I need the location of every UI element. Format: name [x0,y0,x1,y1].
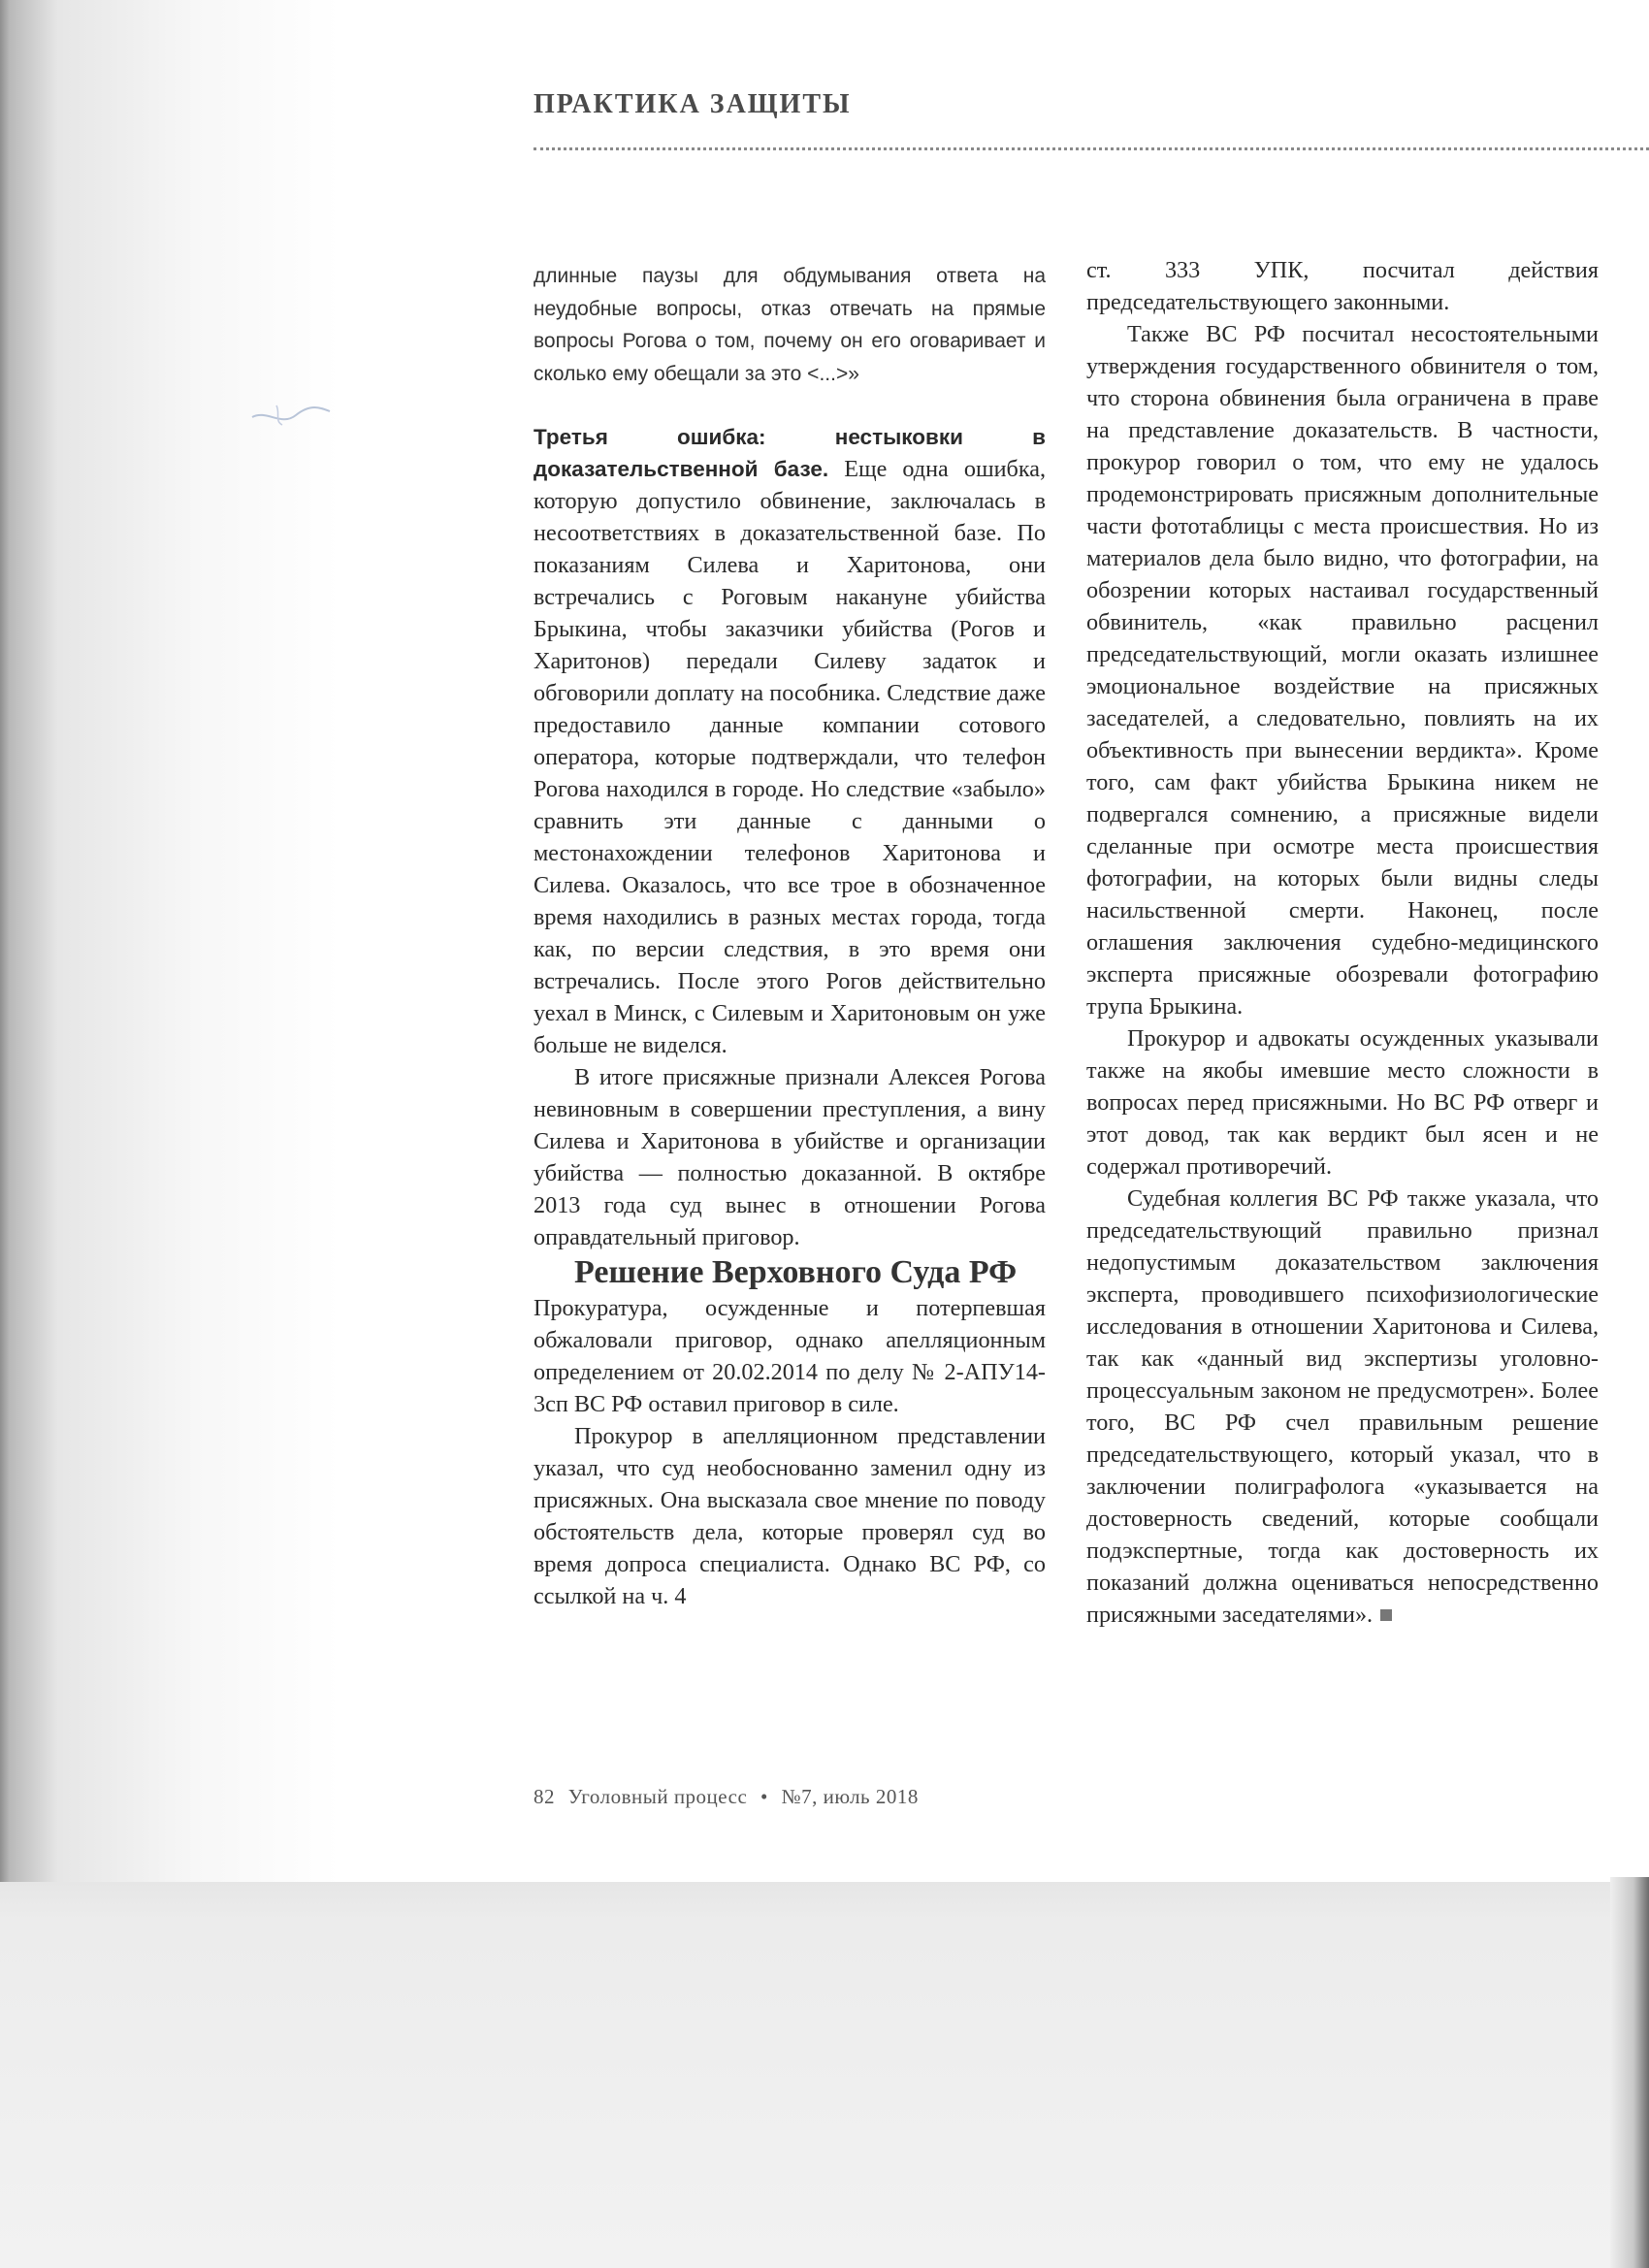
end-of-article-mark [1380,1609,1392,1621]
appeal-paragraph: Прокуратура, осужденные и потерпевшая обжаловали приговор, однако апелляционным определением от 20.02.2014 по делу № 2-АПУ14-3сп ВС РФ оставил приговор в силе. [534,1295,1046,1417]
page-footer [534,1785,926,1809]
pen-scribble-mark [247,388,335,437]
subheading: Решение Верховного Суда РФ [574,1254,1018,1290]
header-divider [534,147,1649,150]
paragraph-3-text: Судебная коллегия ВС РФ также указала, что председательствующий правильно признал недопустимым доказательством заключения эксперта, проводившего психофизиологические исследования в отношении Харитонова и Силева, так как «данный вид экспертизы уголовно-процессуальным законом не предусмотрен». Более того, ВС РФ счел правильным решение председательствующего, который указал, что в заключении полиграфолога «указывается на достоверность сведений, которые сообщали подэкспертные, тогда как достоверность их показаний должна оцениваться непосредственно присяжными заседателями». [1086,1185,1599,1628]
continuation-paragraph: ст. 333 УПК, посчитал действия председательствующего законными. [1086,257,1599,315]
paragraph-2: Прокурор и адвокаты осужденных указывали также на якобы имевшие место сложности в вопросах перед присяжными. Но ВС РФ отверг и этот довод, так как вердикт был ясен и не содержал противоречий. [1086,1025,1599,1180]
quote-continuation: длинные паузы для обдумывания ответа на неудобные вопросы, отказ отвечать на прямые вопросы Рогова о том, почему он его оговаривает и сколько ему обещали за это <...>» [534,265,1046,385]
scanner-edge-shadow [0,0,340,1882]
page-number: 82 [534,1785,555,1808]
paragraph-1: Также ВС РФ посчитал несостоятельными утверждения государственного обвинителя о том, что сторона обвинения была ограничена в праве на представление доказательств. В частности, прокурор говорил о том, что ему не удалось продемонстрировать присяжным дополнительные части фототаблицы с места происшествия. Но из материалов дела было видно, что фотографии, на обозрении которых настаивал государственный обвинитель, «как правильно расценил председательствующий, могли оказать излишнее эмоциональное воздействие на присяжных заседателей, а следовательно, повлиять на их объективность при вынесении вердикта». Кроме того, сам факт убийства Брыкина никем не подвергался сомнению, а присяжные видели сделанные при осмотре места происшествия фотографии, на которых были видны следы насильственной смерти. Наконец, после оглашения заключения судебно-медицинского эксперта присяжные обозревали фотографию трупа Брыкина. [1086,321,1599,1020]
scanner-bed-area [0,1882,1649,2268]
journal-name: Уголовный процесс [567,1785,748,1808]
error-lead: Третья ошибка: нестыковки в доказательственной базе. [534,425,1046,481]
error-paragraph [534,421,1046,1061]
right-column [1086,254,1599,1631]
prosecutor-paragraph: Прокурор в апелляционном представлении указал, что суд необоснованно заменил одну из присяжных. Она высказала свое мнение по поводу обстоятельств дела, которые проверял суд во время допроса специалиста. Однако ВС РФ, со ссылкой на ч. 4 [534,1423,1046,1609]
section-title: ПРАКТИКА ЗАЩИТЫ [534,89,852,119]
verdict-paragraph: В итоге присяжные признали Алексея Рогова невиновным в совершении преступления, а вину Силева и Харитонова в убийстве и организации убийства — полностью доказанной. В октябре 2013 года суд вынес в отношении Рогова оправдательный приговор. [534,1064,1046,1250]
paragraph-3 [1086,1183,1599,1631]
error-body: Еще одна ошибка, которую допустило обвинение, заключалась в несоответствиях в доказательственной базе. По показаниям Силева и Харитонова, они встречались с Роговым накануне убийства Брыкина, чтобы заказчики убийства (Рогов и Харитонов) передали Силеву задаток и обговорили доплату на пособника. Следствие даже предоставило данные компании сотового оператора, которые подтверждали, что телефон Рогова находился в городе. Но следствие «забыло» сравнить эти данные с данными о местонахождении телефонов Харитонова и Силева. Оказалось, что все трое в обозначенное время находились в разных местах города, тогда как, по версии следствия, в это время они встречались. После этого Рогов действительно уехал в Минск, с Силевым и Харитоновым он уже больше не виделся. [534,456,1047,1058]
footer-separator: • [760,1785,768,1808]
magazine-page [344,0,1649,1877]
issue-info: №7, июль 2018 [781,1785,919,1808]
left-column [534,260,1046,1612]
scanner-corner-shadow [1610,1824,1649,2268]
